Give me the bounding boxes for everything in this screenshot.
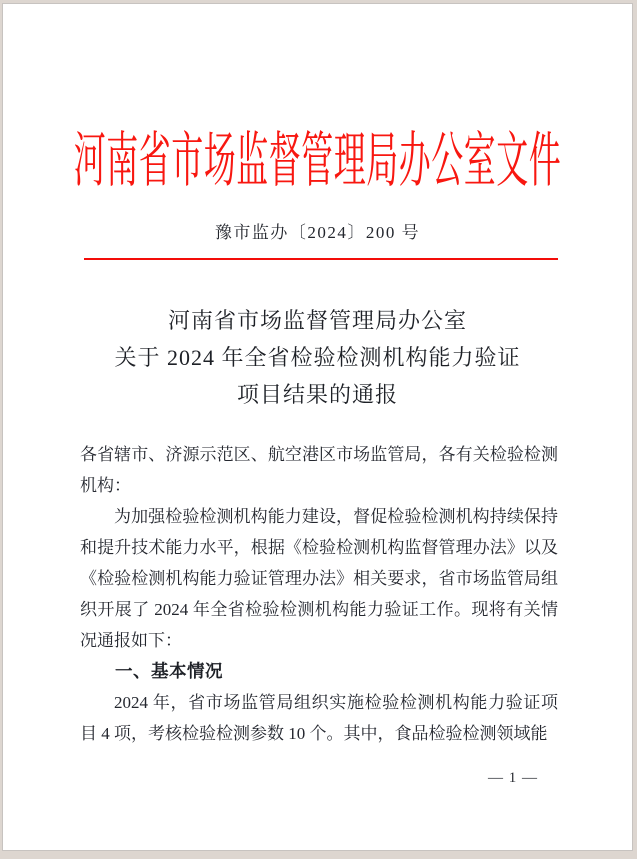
document-body [80, 439, 558, 749]
document-title-line-2: 关于 2024 年全省检验检测机构能力验证 [114, 345, 521, 370]
document-page [2, 3, 633, 851]
document-header-banner: 河南省市场监督管理局办公室文件 [73, 126, 562, 194]
document-number: 豫市监办〔2024〕200 号 [214, 223, 421, 242]
intro-paragraph: 为加强检验检测机构能力建设，督促检验检测机构持续保持和提升技术能力水平，根据《检验检测机构监督管理办法》以及《检验检测机构能力验证管理办法》相关要求，省市场监管局组织开展了 2024 年全省检验检测机构能力验证工作。现将有关情况通报如下： [80, 507, 558, 650]
document-title [3, 302, 632, 413]
document-title-line-3: 项目结果的通报 [236, 382, 398, 407]
document-title-line-1: 河南省市场监督管理局办公室 [167, 308, 467, 333]
basic-situation-paragraph: 2024 年，省市场监管局组织实施检验检测机构能力验证项目 4 项，考核检验检测参数 10 个。其中，食品检验检测领域能 [80, 693, 558, 743]
red-divider-rule [84, 258, 558, 260]
page-number: — 1 — [488, 770, 538, 786]
salutation-paragraph: 各省辖市、济源示范区、航空港区市场监管局，各有关检验检测机构： [80, 445, 558, 495]
section-1-heading: 一、基本情况 [115, 661, 223, 681]
